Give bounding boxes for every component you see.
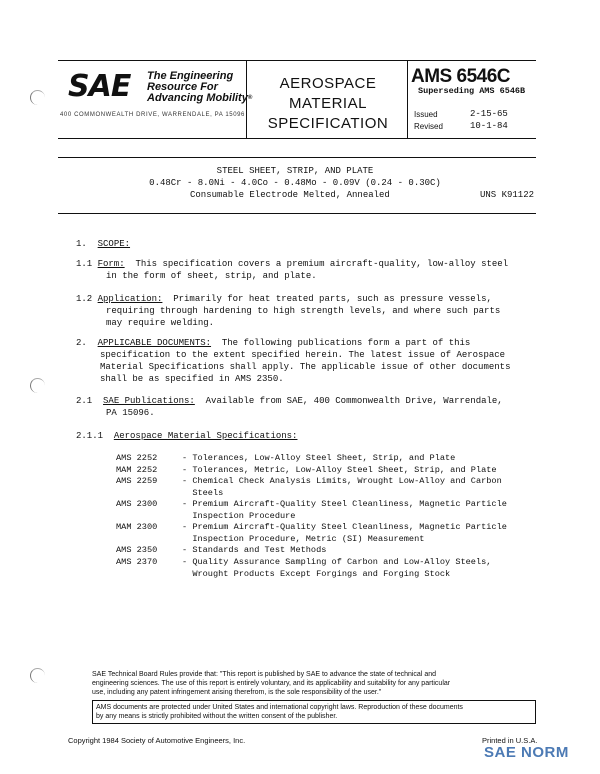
spec-description-line: Steels (182, 488, 224, 498)
section-1-heading: 1. SCOPE: (76, 239, 131, 249)
spec-description (182, 452, 542, 464)
header-top-rule (58, 60, 536, 61)
spec-code: AMS 2350 (116, 545, 158, 555)
uns-number: UNS K91122 (480, 190, 535, 200)
revised-label: Revised (414, 122, 443, 131)
spec-description-line: Inspection Procedure, Metric (SI) Measurement (182, 534, 425, 544)
printed-in: Printed in U.S.A. (482, 736, 538, 745)
composition: 0.48Cr - 8.0Ni - 4.0Co - 0.48Mo - 0.09V (0.24 - 0.30C) (149, 178, 441, 188)
title-box-top-rule (58, 157, 536, 158)
issued-label: Issued (414, 110, 438, 119)
document-title: STEEL SHEET, STRIP, AND PLATE (216, 166, 374, 176)
section-1-2: 1.2 Application: Primarily for heat treated parts, such as pressure vessels, requiring through hardening to high strength levels, and where such parts may require welding. (76, 294, 501, 328)
technical-board-rules: SAE Technical Board Rules provide that: "This report is published by SAE to advance the state of technical and engineering sciences. The use of this report is entirely voluntary, and its applicability and suitability for any particular use, including any patent infringement arising therefrom, is the sole responsibility of the user." (92, 671, 451, 696)
spec-code: MAM 2300 (116, 522, 158, 532)
spec-description-line: - Premium Aircraft-Quality Steel Cleanliness, Magnetic Particle (182, 522, 507, 532)
spec-description (182, 521, 542, 545)
spec-code: AMS 2370 (116, 556, 158, 567)
spec-description (182, 544, 542, 556)
title-box-bottom-rule (58, 213, 536, 214)
superseding-note: Superseding AMS 6546B (418, 86, 526, 96)
spec-list (116, 452, 536, 582)
spec-description-line: - Tolerances, Low-Alloy Steel Sheet, Strip, and Plate (182, 453, 456, 463)
sae-logo: SAE (68, 69, 131, 104)
spec-description-line: - Premium Aircraft-Quality Steel Cleanliness, Magnetic Particle (182, 499, 507, 509)
copyright-line: Copyright 1984 Society of Automotive Engineers, Inc. (68, 736, 246, 745)
spec-description-line: Wrought Products Except Forgings and Forging Stock (182, 568, 451, 579)
sae-address: 400 COMMONWEALTH DRIVE, WARRENDALE, PA 15096 (60, 112, 245, 118)
margin-mark (30, 668, 45, 683)
spec-code: AMS 2300 (116, 499, 158, 509)
spec-code: AMS 2259 (116, 476, 158, 486)
sae-tagline: The Engineering Resource For Advancing Mobility® (147, 70, 253, 104)
spec-description (182, 498, 542, 522)
condition: Consumable Electrode Melted, Annealed (190, 190, 390, 200)
spec-code: AMS 2252 (116, 453, 158, 463)
spec-description (182, 464, 542, 476)
spec-description (182, 475, 542, 499)
sae-norm-watermark: SAE NORM (484, 744, 569, 761)
section-2-1: 2.1 SAE Publications: Available from SAE, 400 Commonwealth Drive, Warrendale, PA 15096. (76, 396, 503, 418)
section-1-1: 1.1 Form: This specification covers a premium aircraft-quality, low-alloy steel in the form of sheet, strip, and plate. (76, 259, 509, 281)
header-divider (407, 60, 408, 138)
spec-description-line: - Tolerances, Metric, Low-Alloy Steel Sheet, Strip, and Plate (182, 464, 497, 475)
spec-description-line: - Quality Assurance Sampling of Carbon and Low-Alloy Steels, (182, 556, 492, 567)
ams-number: AMS 6546C (411, 66, 510, 87)
margin-mark (30, 378, 45, 393)
revised-date: 10-1-84 (470, 121, 508, 131)
issued-date: 2-15-65 (470, 109, 508, 119)
margin-mark (30, 90, 45, 105)
section-2-1-1: 2.1.1 Aerospace Material Specifications: (76, 431, 298, 441)
spec-description-line: - Standards and Test Methods (182, 545, 327, 555)
spec-description (182, 556, 542, 580)
header-bottom-rule (58, 138, 536, 139)
section-2: 2. APPLICABLE DOCUMENTS: The following publications form a part of this specification to the extent specified herein. The latest issue of Aerospace Material Specifications shall apply. The applicable issue of other documents shall be as specified in AMS 2350. (76, 338, 511, 384)
copyright-notice-box: AMS documents are protected under United States and international copyright laws. Reproduction of these documents by any means is strictly prohibited without the written consent of the publisher. (92, 700, 536, 724)
spec-description-line: - Chemical Check Analysis Limits, Wrought Low-Alloy and Carbon (182, 476, 502, 486)
spec-description-line: Inspection Procedure (182, 511, 296, 521)
spec-code: MAM 2252 (116, 464, 158, 475)
spec-type-title: AEROSPACE MATERIAL SPECIFICATION (267, 75, 389, 132)
